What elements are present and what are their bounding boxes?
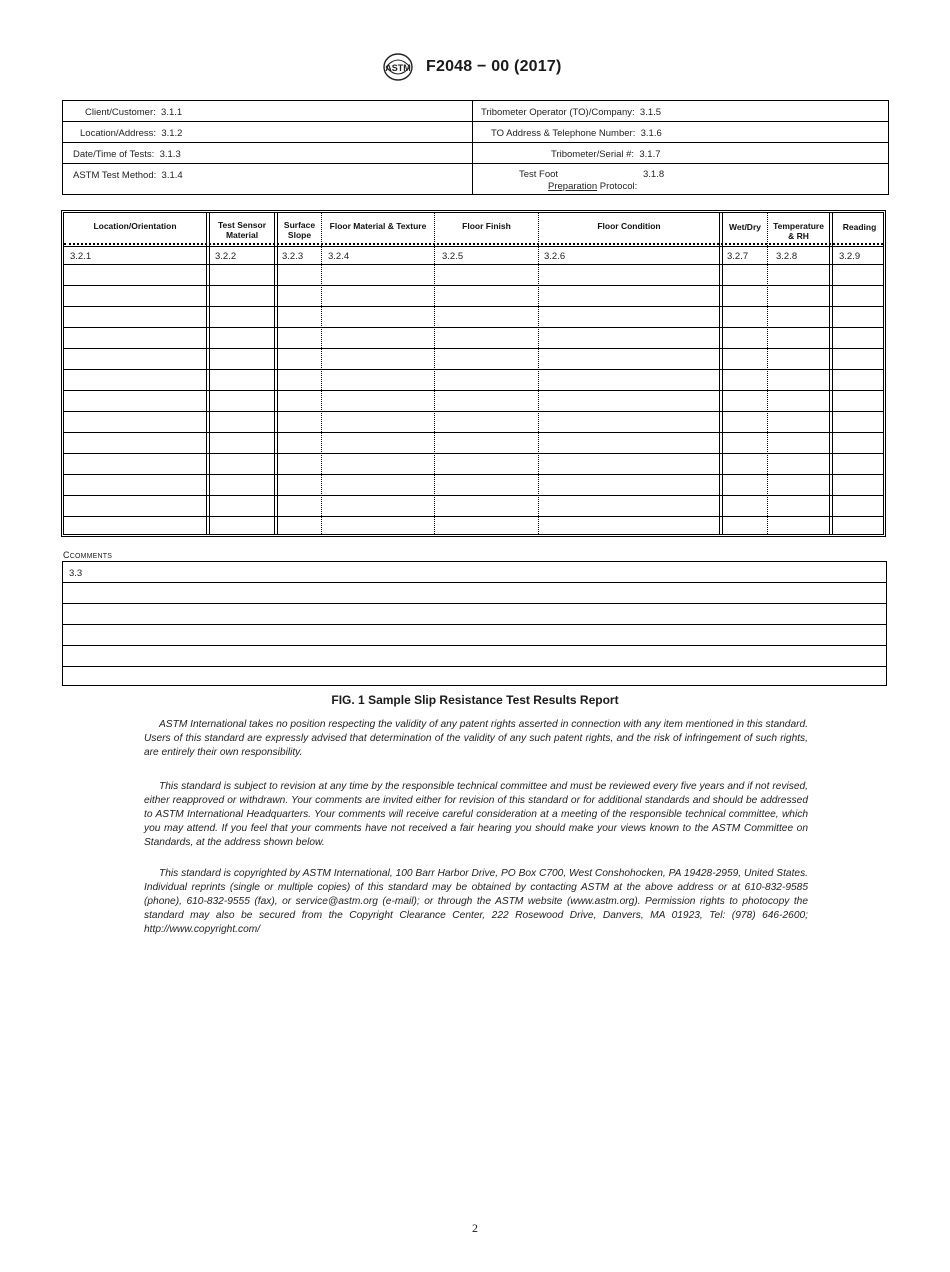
info-ref: 3.1.6 (640, 128, 662, 139)
info-label-underlined: Preparation (548, 181, 598, 192)
figure-caption: FIG. 1 Sample Slip Resistance Test Results Report (331, 693, 619, 707)
info-cell-method (73, 170, 183, 181)
page-number: 2 (472, 1221, 478, 1235)
info-ref: 3.1.8 (643, 169, 665, 180)
comment-line (63, 645, 886, 646)
column-header: Reading (842, 222, 877, 232)
column-ref: 3.2.1 (70, 251, 92, 262)
info-cell-location (80, 128, 182, 139)
column-ref: 3.2.6 (544, 251, 566, 262)
info-ref: 3.1.2 (161, 128, 183, 139)
comment-line (63, 603, 886, 604)
info-label-rest: Protocol: (597, 181, 638, 192)
info-label: Tribometer/Serial #: (551, 149, 635, 160)
column-ref: 3.2.7 (727, 251, 749, 262)
info-ref: 3.1.1 (161, 107, 183, 118)
column-ref: 3.2.9 (839, 251, 861, 262)
info-label: Date/Time of Tests: (73, 149, 155, 160)
comment-line (63, 624, 886, 625)
column-header: Floor Condition (597, 221, 661, 231)
info-row (63, 122, 888, 143)
copyright-notice-paragraph: This standard is copyrighted by ASTM International, 100 Barr Harbor Drive, PO Box C700, West Conshohocken, PA 19428-2959, United States. Individual reprints (single or multiple copies) of this standard may be obtained by contacting ASTM at the above address or at 610-832-9585 (phone), 610-832-9555 (fax), or service@astm.org (e-mail); or through the ASTM website (www.astm.org). Permission rights to photocopy the standard may also be secured from the Copyright Clearance Center, 222 Rosewood Drive, Danvers, MA 01923, Tel: (978) 646-2600; http://www.copyright.com/ (144, 868, 808, 935)
table-row (64, 369, 883, 370)
comments-ref: 3.3 (69, 568, 83, 579)
results-table (61, 210, 886, 537)
column-header: Wet/Dry (729, 222, 761, 232)
info-ref: 3.1.3 (159, 149, 181, 160)
table-row (64, 411, 883, 412)
table-row (64, 474, 883, 475)
column-divider (829, 213, 833, 534)
info-cell-client (85, 107, 182, 118)
info-label: Client/Customer: (85, 107, 156, 118)
header-separator (64, 243, 883, 245)
info-label: Tribometer Operator (TO)/Company: (481, 107, 635, 118)
info-label: Location/Address: (80, 128, 157, 139)
info-cell-serial (551, 149, 661, 160)
column-divider-dotted (767, 213, 768, 534)
table-row (64, 348, 883, 349)
table-row (64, 264, 883, 265)
column-divider (719, 213, 723, 534)
column-header: Floor Material & Texture (329, 221, 427, 231)
info-cell-address (491, 128, 662, 139)
info-ref: 3.1.5 (639, 107, 662, 118)
info-ref: 3.1.7 (639, 149, 661, 160)
column-divider (206, 213, 210, 534)
info-label: ASTM Test Method: (73, 170, 157, 181)
column-ref: 3.2.8 (776, 251, 798, 262)
info-cell-test-foot (519, 169, 665, 180)
page-header (0, 50, 950, 86)
table-row (64, 432, 883, 433)
table-row (64, 453, 883, 454)
info-cell-test-foot-line2 (548, 181, 637, 192)
info-label: Test Foot (519, 169, 559, 180)
column-header: Test Sensor Material (217, 220, 267, 240)
column-divider-dotted (538, 213, 539, 534)
column-divider-dotted (434, 213, 435, 534)
column-divider-dotted (321, 213, 322, 534)
client-info-table (62, 100, 889, 195)
comments-box (62, 561, 887, 686)
patent-notice-paragraph: ASTM International takes no position respecting the validity of any patent rights asserted in connection with any item mentioned in this standard. Users of this standard are expressly advised that determination of the validity of any such patent rights, and the risk of infringement of such rights, are entirely their own responsibility. (144, 719, 808, 758)
table-row (64, 495, 883, 496)
column-divider (274, 213, 278, 534)
svg-text:ASTM: ASTM (385, 63, 411, 73)
info-row (63, 143, 888, 164)
revision-notice-paragraph: This standard is subject to revision at any time by the responsible technical committee and must be reviewed every five years and if not revised, either reapproved or withdrawn. Your comments are invited either for revision of this standard or for additional standards and should be addressed to ASTM International Headquarters. Your comments will receive careful consideration at a meeting of the responsible technical committee, which you may attend. If you feel that your comments have not received a fair hearing you should make your views known to the ASTM Committee on Standards, at the address shown below. (144, 781, 808, 848)
column-ref: 3.2.3 (282, 251, 304, 262)
info-divider (472, 101, 473, 194)
table-row (64, 516, 883, 517)
table-row (64, 306, 883, 307)
column-ref: 3.2.4 (328, 251, 350, 262)
astm-logo-icon (382, 52, 414, 82)
header-separator (64, 246, 883, 247)
table-row (64, 390, 883, 391)
column-ref: 3.2.2 (215, 251, 237, 262)
column-header: Location/Orientation (93, 221, 177, 231)
info-row (63, 164, 888, 194)
info-cell-operator (481, 107, 661, 118)
comment-line (63, 582, 886, 583)
info-ref: 3.1.4 (161, 170, 183, 181)
table-row (64, 285, 883, 286)
column-ref: 3.2.5 (442, 251, 464, 262)
document-designation: F2048 − 00 (2017) (426, 58, 562, 75)
table-row (64, 327, 883, 328)
comment-line (63, 666, 886, 667)
column-header: Temperature & RH (773, 221, 824, 241)
info-label: TO Address & Telephone Number: (491, 128, 636, 139)
column-header: Surface Slope (283, 220, 316, 240)
comments-label-text: COMMENTS (69, 553, 113, 560)
info-cell-date (73, 149, 181, 160)
comments-label: CCOMMENTS (63, 550, 113, 560)
column-header: Floor Finish (462, 221, 511, 231)
info-row (63, 101, 888, 122)
